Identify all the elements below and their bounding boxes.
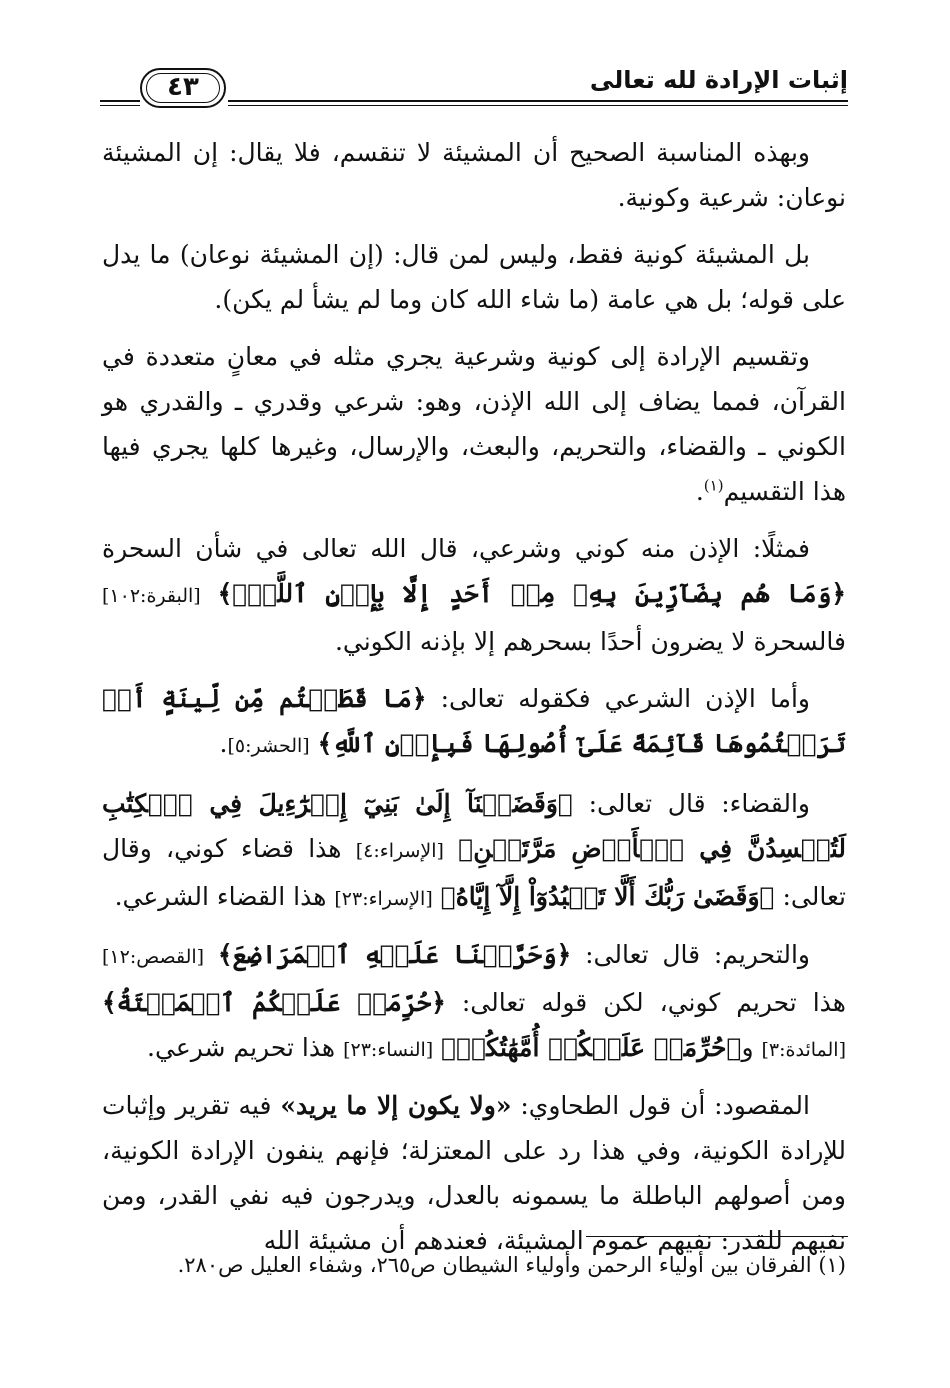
paragraph-7-and: و [741, 1033, 754, 1062]
paragraph-7-mid: هذا تحريم كوني، لكن قوله تعالى: [461, 988, 846, 1017]
quran-verse-isra-23: ﴿وَقَضَىٰ رَبُّكَ أَلَّا تَعۡبُدُوٓاْ إِلَّآ إِيَّاهُ﴾ [440, 882, 775, 911]
paragraph-5-end: . [219, 729, 228, 758]
paragraph-6 [102, 781, 846, 922]
quran-verse-nisa: ﴿حُرِّمَتۡ عَلَيۡكُمۡ أُمَّهَٰتُكُمۡ﴾ [441, 1033, 742, 1062]
paragraph-3 [102, 334, 846, 514]
paragraph-4 [102, 526, 846, 664]
paragraph-8-intro: المقصود: أن قول الطحاوي: [520, 1091, 810, 1120]
paragraph-6-end: هذا القضاء الشرعي. [114, 882, 327, 911]
paragraph-2 [102, 232, 846, 322]
running-title: إثبات الإرادة لله تعالى [589, 66, 848, 94]
tahawi-quote: «ولا يكون إلا ما يريد» [280, 1091, 512, 1120]
verse-ref-qasas: [القصص:١٢] [102, 946, 205, 968]
paragraph-5-intro: وأما الإذن الشرعي فكقوله تعالى: [440, 684, 811, 713]
verse-ref-nisa: [النساء:٢٣] [343, 1039, 434, 1061]
paragraph-7-end: هذا تحريم شرعي. [147, 1033, 336, 1062]
header-rule-left [100, 100, 140, 106]
quran-verse-maidah: ﴿حُرِّمَتۡ عَلَيۡكُمُ ٱلۡمَيۡتَةُ﴾ [102, 988, 446, 1017]
quran-verse-isra-4: ﴿وَقَضَيۡنَآ إِلَىٰ بَنِيٓ إِسۡرَٰٓءِيلَ فِي ٱلۡكِتَٰبِ لَتُفۡسِدُنَّ فِي ٱلۡأَرۡضِ مَرَّتَيۡنِ﴾ [102, 789, 846, 863]
paragraph-2-text: بل المشيئة كونية فقط، وليس لمن قال: (إن المشيئة نوعان) ما يدل على قوله؛ بل هي عامة (ما شاء الله كان وما لم يشأ لم يكن). [102, 240, 846, 314]
footnote: (١) الفرقان بين أولياء الرحمن وأولياء الشيطان ص٢٦٥، وشفاء العليل ص٢٨٠. [177, 1253, 846, 1277]
paragraph-5 [102, 676, 846, 769]
footnote-separator [586, 1236, 848, 1237]
paragraph-3-text: وتقسيم الإرادة إلى كونية وشرعية يجري مثله في معانٍ متعددة في القرآن، فمما يضاف إلى الله الإذن، وهو: شرعي وقدري ـ والقدري هو الكوني ـ والقضاء، والتحريم، والبعث، والإرسال، وغيرها كلها يجري فيها هذا التقسيم [102, 342, 846, 506]
footnote-marker[interactable]: (١) [703, 476, 724, 495]
paragraph-4-text: فالسحرة لا يضرون أحدًا بسحرهم إلا بإذنه الكوني. [334, 627, 846, 656]
paragraph-8-text: فيه تقرير وإثبات للإرادة الكونية، وفي هذا رد على المعتزلة؛ فإنهم ينفون الإرادة الكونية، ومن أصولهم الباطلة ما يسمونه بالعدل، ويدرجون فيه نفي القدر، ومن نفيهم للقدر: نفيهم عموم المشيئة، فعندهم أن مشيئة الله [102, 1091, 846, 1255]
paragraph-1-text: وبهذه المناسبة الصحيح أن المشيئة لا تنقسم، فلا يقال: إن المشيئة نوعان: شرعية وكونية. [102, 138, 846, 212]
paragraph-6-mid: هذا قضاء كوني، وقال تعالى: [102, 834, 846, 911]
quran-verse-baqarah: ﴿وَمَا هُم بِضَآرِّينَ بِهِۦ مِنۡ أَحَدٍ إِلَّا بِإِذۡنِ ٱللَّهِۚ﴾ [217, 579, 847, 608]
verse-ref-baqarah: [البقرة:١٠٢] [102, 585, 201, 607]
paragraph-7 [102, 932, 846, 1073]
verse-ref-hashr: [الحشر:٥] [227, 735, 310, 757]
verse-ref-maidah: [المائدة:٣] [761, 1039, 846, 1061]
quran-verse-hashr: ﴿مَا قَطَعۡتُم مِّن لِّينَةٍ أَوۡ تَرَكۡتُمُوهَا قَآئِمَةً عَلَىٰٓ أُصُولِهَا فَبِإِذۡنِ ٱللَّهِ﴾ [102, 684, 846, 758]
paragraph-1 [102, 130, 846, 220]
page-number: ٤٣ [140, 68, 226, 108]
paragraph-6-intro: والقضاء: قال تعالى: [588, 789, 810, 818]
paragraph-7-intro: والتحريم: قال تعالى: [585, 940, 811, 969]
paragraph-4-intro: فمثلًا: الإذن منه كوني وشرعي، قال الله تعالى في شأن السحرة [102, 534, 810, 563]
quran-verse-qasas: ﴿وَحَرَّمۡنَا عَلَيۡهِ ٱلۡمَرَاضِعَ﴾ [217, 940, 572, 969]
header-rule [228, 100, 848, 106]
verse-ref-isra-4: [الإسراء:٤] [355, 840, 444, 862]
verse-ref-isra-23: [الإسراء:٢٣] [334, 888, 433, 910]
paragraph-3-end: . [695, 477, 704, 506]
main-text [102, 130, 846, 1275]
page-header [100, 58, 848, 108]
